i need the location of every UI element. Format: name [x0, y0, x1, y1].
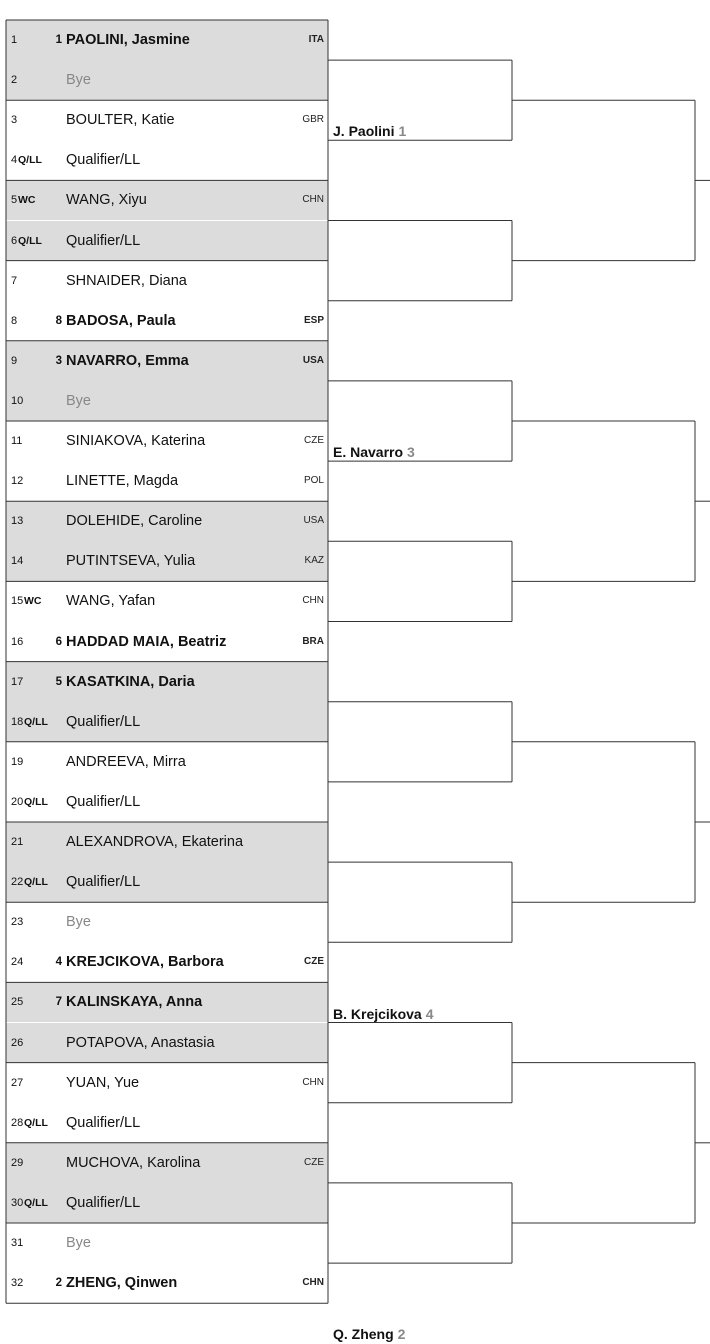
advancer-name: J. Paolini: [333, 123, 395, 140]
draw-row[interactable]: [6, 662, 328, 702]
draw-position: 22: [11, 876, 24, 889]
advancing-player: [333, 1004, 434, 1024]
draw-row[interactable]: [6, 381, 328, 421]
draw-position: 11: [11, 435, 23, 447]
advancing-player: [333, 442, 415, 462]
country-code: ITA: [308, 34, 324, 45]
player-name[interactable]: PUTINTSEVA, Yulia: [66, 553, 196, 570]
draw-row[interactable]: [6, 782, 328, 822]
advancer-name: B. Krejcikova: [333, 1005, 422, 1022]
draw-position: 15: [11, 595, 24, 608]
country-code: CZE: [304, 1156, 324, 1168]
advancer-seed: 1: [398, 123, 407, 140]
draw-position: 14: [11, 555, 24, 568]
draw-row[interactable]: [6, 982, 328, 1022]
draw-row[interactable]: [6, 1063, 328, 1103]
draw-position: 6: [11, 234, 18, 247]
draw-row[interactable]: [6, 1103, 328, 1143]
draw-row[interactable]: [6, 341, 328, 381]
advancer-seed: 3: [407, 444, 415, 461]
draw-row[interactable]: [6, 942, 328, 982]
player-name[interactable]: Qualifier/LL: [66, 232, 141, 249]
draw-position: 16: [11, 635, 24, 648]
draw-position: 17: [11, 675, 24, 688]
draw-row[interactable]: [6, 60, 328, 100]
draw-position: 4: [11, 154, 18, 167]
player-name[interactable]: Qualifier/LL: [66, 152, 141, 169]
draw-position: 25: [11, 996, 24, 1009]
draw-row[interactable]: [6, 261, 328, 301]
player-name[interactable]: DOLEHIDE, Caroline: [66, 513, 203, 530]
entry-tag: Q/LL: [24, 715, 48, 728]
country-code: CZE: [304, 956, 324, 968]
draw-row[interactable]: [6, 100, 328, 140]
player-name[interactable]: SHNAIDER, Diana: [66, 272, 187, 289]
player-name[interactable]: SINIAKOVA, Katerina: [66, 433, 206, 449]
player-name[interactable]: NAVARRO, Emma: [66, 352, 189, 369]
entry-tag: Q/LL: [24, 876, 48, 889]
player-name[interactable]: ALEXANDROVA, Ekaterina: [66, 834, 244, 850]
country-code: ESP: [303, 314, 324, 326]
draw-row[interactable]: [6, 140, 328, 180]
entry-tag: WC: [24, 595, 42, 608]
draw-row[interactable]: [6, 702, 328, 742]
player-name[interactable]: Bye: [66, 1235, 91, 1251]
draw-row[interactable]: [6, 501, 328, 541]
advancing-player: [333, 121, 406, 141]
draw-position: 8: [11, 314, 18, 327]
draw-position: 9: [11, 354, 18, 367]
draw-row[interactable]: [6, 180, 328, 220]
country-code: POL: [303, 475, 324, 487]
draw-position: 5: [11, 194, 18, 207]
player-name[interactable]: ANDREEVA, Mirra: [66, 753, 186, 770]
draw-row[interactable]: [6, 421, 328, 461]
draw-position: 20: [11, 795, 24, 808]
advancer-seed: 4: [425, 1005, 434, 1022]
draw-row[interactable]: [6, 1023, 328, 1063]
draw-position: 7: [11, 274, 18, 287]
player-name[interactable]: BOULTER, Katie: [66, 112, 175, 129]
entry-tag: Q/LL: [24, 1116, 48, 1129]
advancer-name: E. Navarro: [333, 444, 404, 461]
draw-position: 13: [11, 515, 24, 528]
player-name[interactable]: PAOLINI, Jasmine: [66, 32, 190, 48]
draw-position: 3: [11, 114, 18, 127]
draw-position: 18: [11, 715, 24, 728]
player-name[interactable]: Qualifier/LL: [66, 713, 141, 730]
draw-row[interactable]: [6, 1223, 328, 1263]
player-name[interactable]: Bye: [66, 914, 91, 931]
entry-tag: Q/LL: [18, 234, 42, 247]
draw-position: 19: [11, 755, 24, 768]
entry-tag: Q/LL: [24, 795, 48, 808]
seed-number: 6: [55, 635, 62, 648]
draw-position: 28: [11, 1116, 24, 1129]
draw-row[interactable]: [6, 1183, 328, 1223]
player-name[interactable]: WANG, Xiyu: [66, 192, 147, 209]
draw-position: 24: [11, 956, 24, 969]
draw-row[interactable]: [6, 461, 328, 501]
draw-row[interactable]: [6, 1143, 328, 1183]
entry-tag: Q/LL: [18, 154, 42, 167]
player-name[interactable]: HADDAD MAIA, Beatriz: [66, 633, 227, 650]
advancer-name: Q. Zheng: [333, 1326, 394, 1343]
draw-position: 29: [11, 1156, 24, 1169]
draw-position: 2: [11, 74, 18, 87]
player-name[interactable]: Qualifier/LL: [66, 1114, 141, 1131]
seed-number: 7: [55, 996, 62, 1009]
draw-row[interactable]: [6, 1263, 328, 1303]
player-name[interactable]: YUAN, Yue: [66, 1074, 140, 1091]
draw-position: 30: [11, 1196, 24, 1209]
player-name[interactable]: Qualifier/LL: [66, 793, 141, 810]
draw-position: 31: [11, 1237, 24, 1249]
player-name[interactable]: BADOSA, Paula: [66, 312, 176, 329]
country-code: CHN: [302, 595, 324, 607]
seed-number: 8: [55, 314, 62, 327]
player-name[interactable]: MUCHOVA, Karolina: [66, 1154, 201, 1171]
draw-row[interactable]: [6, 902, 328, 942]
advancer-seed: 2: [397, 1326, 406, 1343]
player-name[interactable]: Qualifier/LL: [66, 1194, 141, 1211]
draw-position: 26: [11, 1036, 24, 1049]
player-name[interactable]: Qualifier/LL: [66, 874, 141, 891]
player-name[interactable]: POTAPOVA, Anastasia: [66, 1034, 215, 1051]
country-code: USA: [302, 354, 324, 366]
seed-number: 2: [55, 1277, 62, 1290]
draw-position: 27: [11, 1076, 24, 1089]
draw-row[interactable]: [6, 822, 328, 862]
player-name[interactable]: KREJCIKOVA, Barbora: [66, 954, 224, 971]
player-name[interactable]: LINETTE, Magda: [66, 473, 179, 490]
draw-row[interactable]: [6, 221, 328, 261]
draw-row[interactable]: [6, 742, 328, 782]
entry-tag: WC: [18, 194, 36, 207]
draw-position: 32: [11, 1277, 24, 1290]
draw-position: 23: [11, 916, 24, 929]
draw-position: 1: [11, 34, 18, 46]
draw-row[interactable]: [6, 541, 328, 581]
draw-position: 12: [11, 475, 24, 488]
draw-row[interactable]: [6, 301, 328, 341]
country-code: KAZ: [304, 555, 324, 567]
country-code: CHN: [302, 1277, 324, 1289]
country-code: CHN: [302, 194, 324, 206]
player-name[interactable]: Bye: [66, 72, 91, 89]
draw-row[interactable]: [6, 622, 328, 662]
draw-position: 21: [11, 836, 24, 848]
seed-number: 5: [55, 675, 62, 688]
player-name[interactable]: ZHENG, Qinwen: [66, 1275, 178, 1292]
draw-row[interactable]: [6, 862, 328, 902]
draw-row[interactable]: [6, 20, 328, 60]
player-name[interactable]: Bye: [66, 392, 91, 409]
country-code: CZE: [304, 435, 324, 446]
player-name[interactable]: KALINSKAYA, Anna: [66, 994, 203, 1011]
seed-number: 4: [55, 956, 62, 969]
advancing-player: [333, 1324, 405, 1344]
country-code: GBR: [302, 114, 324, 126]
country-code: USA: [303, 515, 324, 527]
player-name[interactable]: WANG, Yafan: [66, 593, 156, 610]
country-code: BRA: [302, 635, 324, 647]
draw-row[interactable]: [6, 581, 328, 621]
seed-number: 1: [55, 34, 62, 46]
player-name[interactable]: KASATKINA, Daria: [66, 673, 195, 690]
country-code: CHN: [302, 1076, 324, 1088]
seed-number: 3: [55, 354, 62, 367]
draw-position: 10: [11, 394, 24, 407]
entry-tag: Q/LL: [24, 1196, 48, 1209]
